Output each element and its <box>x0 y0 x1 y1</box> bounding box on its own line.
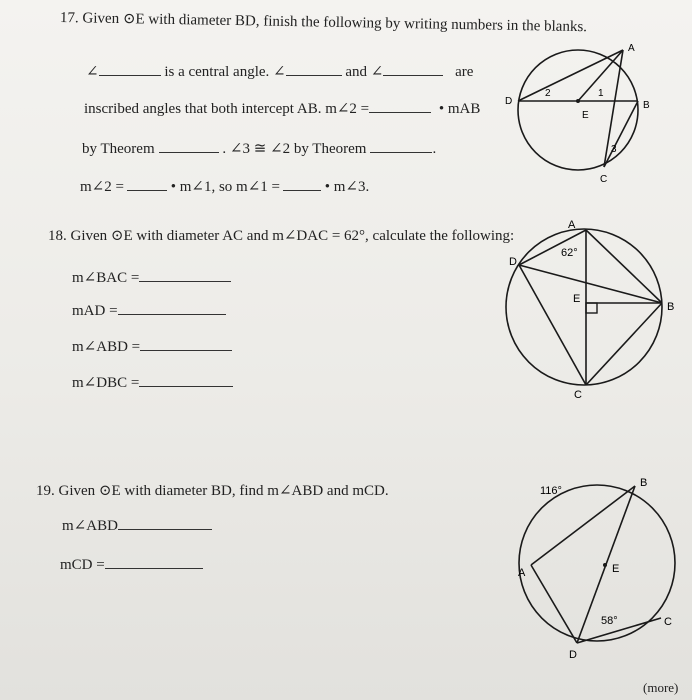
q18-figure <box>500 215 690 400</box>
q18-item-3-label: m∠ABD = <box>72 339 141 355</box>
q19-arc-label-58: 58° <box>601 615 618 627</box>
q17-label-c: C <box>600 174 608 185</box>
q18-blank-2[interactable] <box>118 302 226 315</box>
q17-line4 <box>80 177 369 196</box>
q18-blank-4[interactable] <box>139 374 233 387</box>
q18-item-1 <box>72 268 231 287</box>
q18-item-2-label: mAD = <box>72 303 118 319</box>
q19-label-a: A <box>518 567 526 579</box>
q19-arc-label-116: 116° <box>540 485 562 497</box>
q17-title: 17. Given ⊙E with diameter BD, finish the following by writing numbers in the blanks. <box>59 10 588 36</box>
q18-item-4 <box>72 373 233 392</box>
q17-line2-b: • mAB <box>438 101 481 117</box>
q17-line3-b: . ∠3 ≅ ∠2 by Theorem <box>222 141 367 157</box>
q18-segment-bc <box>586 303 662 385</box>
q19-blank-2[interactable] <box>105 556 203 569</box>
q17-label-e: E <box>582 110 589 121</box>
q19-figure <box>505 470 690 660</box>
q17-center-point <box>576 99 580 103</box>
q18-label-c: C <box>574 389 582 400</box>
q17-blank-1[interactable] <box>99 63 161 76</box>
q17-segment-da <box>518 50 623 101</box>
q19-center-point <box>603 563 607 567</box>
q18-blank-1[interactable] <box>139 269 231 282</box>
q17-line4-b: • m∠1, so m∠1 = <box>170 179 280 195</box>
q18-segment-dc <box>519 265 586 385</box>
q17-line1-a: ∠ <box>86 64 99 80</box>
q17-line3-a: by Theorem <box>82 141 155 157</box>
q19-item-2-label: mCD = <box>60 557 105 573</box>
q17-blank-8[interactable] <box>283 178 321 191</box>
more-label: (more) <box>643 680 679 695</box>
q18-circle <box>506 229 662 385</box>
q17-label-a: A <box>628 43 635 54</box>
q17-line1 <box>86 62 473 81</box>
q18-label-d: D <box>509 256 517 268</box>
q19-segment-dc <box>577 618 661 643</box>
q18-item-1-label: m∠BAC = <box>72 270 140 286</box>
q17-label-1: 1 <box>598 88 604 99</box>
q18-blank-3[interactable] <box>140 338 232 351</box>
q17-line1-c: and ∠ <box>345 64 384 80</box>
q17-line2 <box>84 99 480 118</box>
q18-label-b: B <box>667 301 675 313</box>
q17-blank-2[interactable] <box>286 63 342 76</box>
q19-title: 19. Given ⊙E with diameter BD, find m∠ABD and mCD. <box>36 483 389 499</box>
q17-line3-c: . <box>432 141 437 157</box>
q19-item-2 <box>60 556 203 574</box>
q17-label-d: D <box>505 96 513 107</box>
q17-label-b: B <box>643 100 650 111</box>
q17-blank-3[interactable] <box>383 63 443 76</box>
q19-label-d: D <box>569 649 577 660</box>
q18-label-a: A <box>568 219 576 231</box>
q17-line4-c: • m∠3. <box>324 179 370 195</box>
q17-blank-7[interactable] <box>127 178 167 191</box>
q17-figure <box>500 40 690 190</box>
q19-blank-1[interactable] <box>118 517 212 530</box>
q18-item-2 <box>72 302 226 320</box>
q17-label-2: 2 <box>545 88 551 99</box>
q17-line4-a: m∠2 = <box>80 179 124 195</box>
q18-title: 18. Given ⊙E with diameter AC and m∠DAC = 62°, calculate the following: <box>48 228 515 244</box>
q17-line1-d: are <box>455 64 474 80</box>
q19-label-c: C <box>664 616 672 628</box>
q19-label-b: B <box>640 477 648 489</box>
q17-label-3: 3 <box>611 144 617 155</box>
q19-item-1-label: m∠ABD <box>62 518 118 534</box>
q17-line3 <box>82 139 436 158</box>
q17-blank-4[interactable] <box>369 100 431 113</box>
q17-line2-a: inscribed angles that both intercept AB. m∠2 = <box>84 101 370 117</box>
q19-circle <box>519 485 675 641</box>
q19-segment-ad <box>531 565 577 643</box>
q18-item-3 <box>72 337 232 356</box>
q19-segment-ab <box>531 486 635 565</box>
q18-item-4-label: m∠DBC = <box>72 375 140 391</box>
q18-angle-label: 62° <box>561 247 578 259</box>
q18-label-e: E <box>573 293 581 305</box>
q17-blank-6[interactable] <box>370 140 432 153</box>
q19-label-e: E <box>612 563 620 575</box>
q17-line1-b: is a central angle. ∠ <box>164 64 286 80</box>
q17-blank-5[interactable] <box>159 140 219 153</box>
q18-segment-bd <box>519 265 662 303</box>
q19-item-1 <box>62 516 212 535</box>
q18-right-angle-mark <box>586 303 597 313</box>
